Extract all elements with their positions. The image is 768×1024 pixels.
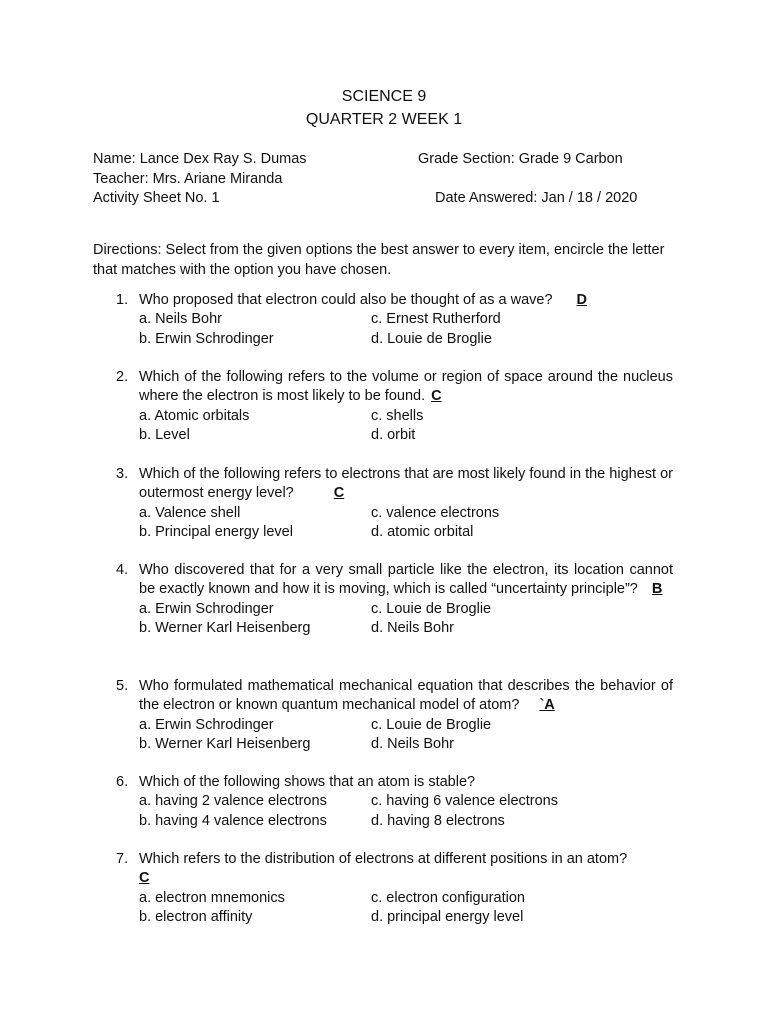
option-d: d. orbit [371, 426, 416, 443]
question-text [139, 677, 673, 716]
option-a: a. having 2 valence electrons [139, 793, 327, 810]
question-text [139, 850, 673, 889]
answer-mark: `A [539, 697, 555, 714]
option-b: b. Werner Karl Heisenberg [139, 619, 311, 636]
question-number: 6. [116, 774, 129, 790]
answer-mark: C [139, 870, 150, 887]
option-c: c. valence electrons [371, 504, 500, 521]
question-prompt: Which of the following shows that an atom is stable? [139, 774, 476, 790]
question-number: 1. [116, 292, 129, 308]
date-answered: Date Answered: Jan / 18 / 2020 [435, 190, 638, 206]
answer-mark: D [576, 292, 588, 308]
option-list [139, 407, 673, 446]
option-a: a. Erwin Schrodinger [139, 600, 274, 617]
question-prompt: Who discovered that for a very small particle like the electron, its location cannot be exactly known and how it is moving, which is called “uncertainty principle”? [139, 562, 673, 598]
question-text [139, 773, 673, 792]
student-name: Name: Lance Dex Ray S. Dumas [93, 151, 307, 167]
question-item [116, 465, 673, 542]
option-list [139, 716, 673, 755]
option-list [139, 792, 673, 831]
answer-mark: C [431, 388, 442, 405]
option-d: d. Louie de Broglie [371, 330, 492, 347]
page-title: SCIENCE 9 [341, 88, 427, 105]
question-prompt: Which of the following refers to electrons that are most likely found in the highest or outermost energy level? [139, 466, 673, 502]
question-number: 4. [116, 562, 129, 578]
question-text [139, 291, 673, 310]
option-a: a. Erwin Schrodinger [139, 716, 274, 733]
question-prompt: Which of the following refers to the volume or region of space around the nucleus where the electron is most likely to be found. [139, 369, 673, 405]
option-b: b. having 4 valence electrons [139, 812, 327, 829]
answer-mark: B [651, 581, 663, 598]
option-list [139, 600, 673, 639]
question-prompt: Who proposed that electron could also be thought of as a wave? [139, 292, 553, 308]
option-b: b. Level [139, 426, 190, 443]
question-item [116, 561, 673, 638]
teacher-name: Teacher: Mrs. Ariane Miranda [93, 171, 283, 187]
question-item [116, 850, 673, 927]
option-b: b. Werner Karl Heisenberg [139, 735, 311, 752]
option-d: d. Neils Bohr [371, 735, 455, 752]
option-list [139, 504, 673, 543]
question-number: 5. [116, 678, 129, 694]
option-d: d. Neils Bohr [371, 619, 455, 636]
option-a: a. Valence shell [139, 504, 241, 521]
question-prompt: Which refers to the distribution of electrons at different positions in an atom? [139, 851, 628, 867]
question-number: 3. [116, 466, 129, 482]
question-item [116, 677, 673, 754]
option-c: c. Louie de Broglie [371, 600, 492, 617]
question-number: 7. [116, 851, 129, 867]
question-text [139, 561, 673, 600]
option-a: a. electron mnemonics [139, 889, 285, 906]
option-c: c. having 6 valence electrons [371, 793, 558, 810]
option-c: c. Louie de Broglie [371, 716, 492, 733]
option-a: a. Atomic orbitals [139, 407, 250, 424]
question-text [139, 368, 673, 407]
question-item [116, 773, 673, 831]
option-list [139, 310, 673, 349]
question-item [116, 291, 673, 349]
option-d: d. principal energy level [371, 908, 524, 925]
option-b: b. Erwin Schrodinger [139, 330, 274, 347]
option-a: a. Neils Bohr [139, 311, 223, 328]
option-b: b. electron affinity [139, 908, 253, 925]
activity-sheet-number: Activity Sheet No. 1 [93, 190, 220, 206]
option-c: c. electron configuration [371, 889, 525, 906]
option-b: b. Principal energy level [139, 523, 293, 540]
directions-text: Directions: Select from the given options the best answer to every item, encircle the letter that matches with the option you have chosen. [93, 242, 665, 278]
question-text [139, 465, 673, 504]
question-prompt: Who formulated mathematical mechanical equation that describes the behavior of the electron or known quantum mechanical model of atom? [139, 678, 673, 714]
option-d: d. atomic orbital [371, 523, 474, 540]
option-list [139, 889, 673, 928]
option-c: c. shells [371, 407, 424, 424]
answer-mark: C [333, 485, 345, 502]
question-item [116, 368, 673, 445]
option-d: d. having 8 electrons [371, 812, 505, 829]
page-subtitle: QUARTER 2 WEEK 1 [305, 111, 463, 128]
grade-section: Grade Section: Grade 9 Carbon [418, 151, 623, 167]
question-number: 2. [116, 369, 129, 385]
option-c: c. Ernest Rutherford [371, 311, 501, 328]
